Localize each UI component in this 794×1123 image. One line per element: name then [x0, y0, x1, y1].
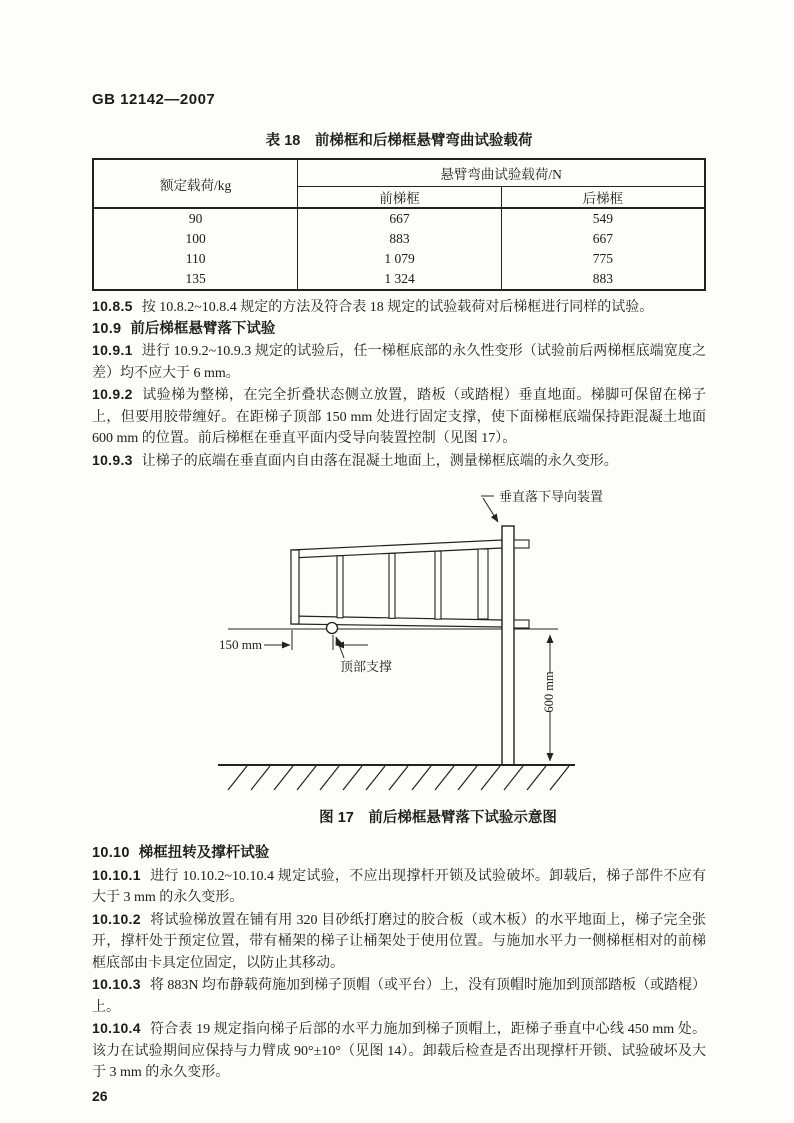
- cell-rated-load: 135: [93, 269, 298, 290]
- cell-rear-load: 549: [501, 208, 705, 229]
- clause-10-10-4: [92, 1018, 706, 1084]
- cell-front-load: 1 324: [298, 269, 502, 290]
- clause-number: 10.10: [92, 845, 130, 861]
- clause-text: 让梯子的底端在垂直面内自由落在混凝土地面上，测量梯框底端的永久变形。: [141, 453, 618, 469]
- table-header-rated-load: 额定载荷/kg: [93, 159, 298, 208]
- figure-17-caption: 图 17 前后梯框悬臂落下试验示意图: [319, 810, 557, 826]
- top-support-label-group: [336, 637, 392, 674]
- dim-150-label: 150 mm: [219, 637, 262, 652]
- table-18: [92, 158, 706, 291]
- clause-text: 梯框扭转及撑杆试验: [138, 845, 270, 861]
- ladder-rung: [389, 553, 395, 618]
- clause-10-9-3: [92, 450, 706, 473]
- figure-17: [180, 478, 706, 800]
- clause-10-10-3: [92, 974, 706, 1018]
- clause-number: 10.9: [92, 320, 122, 337]
- clause-10-10-heading: [92, 843, 706, 865]
- body-text-after-figure: [92, 843, 706, 1084]
- guide-post: [502, 526, 529, 765]
- clause-number: 10.10.4: [92, 1020, 141, 1036]
- page-number: 26: [92, 1087, 108, 1104]
- clause-number: 10.8.5: [92, 298, 133, 314]
- cell-rear-load: 883: [501, 269, 705, 290]
- cell-rated-load: 110: [93, 249, 298, 269]
- clause-text: 符合表 19 规定指向梯子后部的水平力施加到梯子顶帽上，距梯子垂直中心线 450 mm 处。该力在试验期间应保持与力臂成 90°±10°（见图 14）。卸载后检查是否出现撑杆开锁、试验破坏及大于 3 mm 的永久变形。: [92, 1022, 706, 1080]
- cell-front-load: 667: [298, 208, 502, 229]
- cell-rear-load: 667: [501, 229, 705, 249]
- top-support-label: 顶部支撑: [340, 659, 393, 674]
- clause-text: 试验梯为整梯，在完全折叠状态侧立放置，踏板（或踏棍）垂直地面。梯脚可保留在梯子上，但要用胶带缠好。在距梯子顶部 150 mm 处进行固定支撑，使下面梯框底端保持距混凝土地面 600 mm 的位置。前后梯框在垂直平面内受导向装置控制（见图 17）。: [92, 388, 706, 446]
- cell-rated-load: 100: [93, 229, 298, 249]
- clause-text: 前后梯框悬臂落下试验: [130, 320, 276, 337]
- ladder-rung: [337, 556, 343, 618]
- dimension-600mm: [542, 635, 556, 761]
- page-content: [92, 92, 706, 1104]
- clause-text: 将试验梯放置在铺有用 320 目砂纸打磨过的胶合板（或木板）的水平地面上，梯子完全张开，撑杆处于预定位置，带有桶架的梯子让桶架处于使用位置。与施加水平力一侧梯框相对的前梯框底部由卡具定位固定，以防止其移动。: [92, 912, 706, 971]
- clause-10-9-heading: [92, 319, 706, 341]
- table-header-cantilever-load: 悬臂弯曲试验载荷/N: [298, 159, 705, 187]
- dim-600-label: 600 mm: [542, 671, 556, 713]
- clause-10-10-1: [92, 865, 706, 909]
- dimension-150mm: [219, 630, 368, 652]
- cell-rated-load: 90: [93, 208, 298, 229]
- top-support-roller: [327, 623, 338, 634]
- body-text: [92, 296, 706, 472]
- cell-front-load: 1 079: [298, 249, 502, 269]
- clause-number: 10.9.3: [92, 451, 133, 468]
- ladder-rung: [435, 551, 441, 619]
- clause-number: 10.9.2: [92, 386, 133, 402]
- table-header-front-rail: 前梯框: [298, 187, 502, 209]
- cell-rear-load: 775: [501, 249, 705, 269]
- clause-text: 进行 10.10.2~10.10.4 规定试验，不应出现撑杆开锁及试验破坏。卸载后，梯子部件不应有大于 3 mm 的永久变形。: [92, 868, 706, 905]
- clause-number: 10.10.2: [92, 910, 141, 927]
- table-row: [93, 249, 705, 269]
- clause-number: 10.9.1: [92, 342, 133, 358]
- table-header-rear-rail: 后梯框: [501, 187, 705, 209]
- clause-text: 进行 10.9.2~10.9.3 规定的试验后，任一梯框底部的永久性变形（试验前后两梯框底端宽度之差）均不应大于 6 mm。: [92, 344, 706, 381]
- clause-text: 按 10.8.2~10.8.4 规定的方法及符合表 18 规定的试验载荷对后梯框进行同样的试验。: [141, 300, 654, 315]
- clause-text: 将 883N 均布静载荷施加到梯子顶帽（或平台）上，没有顶帽时施加到顶部踏板（或踏棍）上。: [92, 978, 706, 1015]
- clause-10-9-1: [92, 340, 706, 384]
- table-row: [93, 208, 705, 229]
- table-row: [93, 269, 705, 290]
- clause-10-8-5: [92, 296, 706, 319]
- table-row: [93, 229, 705, 249]
- table-18-title: 表 18 前梯框和后梯框悬臂弯曲试验载荷: [265, 133, 533, 149]
- clause-10-10-2: [92, 909, 706, 975]
- clause-number: 10.10.1: [92, 866, 141, 883]
- clause-number: 10.10.3: [92, 976, 141, 992]
- ladder-drawing: [291, 540, 502, 627]
- figure-17-diagram: [180, 478, 720, 795]
- guide-device-label-group: [481, 489, 603, 522]
- ground-hatching: [218, 765, 575, 790]
- ladder-rung: [478, 549, 488, 619]
- cell-front-load: 883: [298, 229, 502, 249]
- standard-number: GB 12142—2007: [92, 91, 216, 108]
- guide-device-label: 垂直落下导向装置: [499, 489, 604, 504]
- clause-10-9-2: [92, 384, 706, 450]
